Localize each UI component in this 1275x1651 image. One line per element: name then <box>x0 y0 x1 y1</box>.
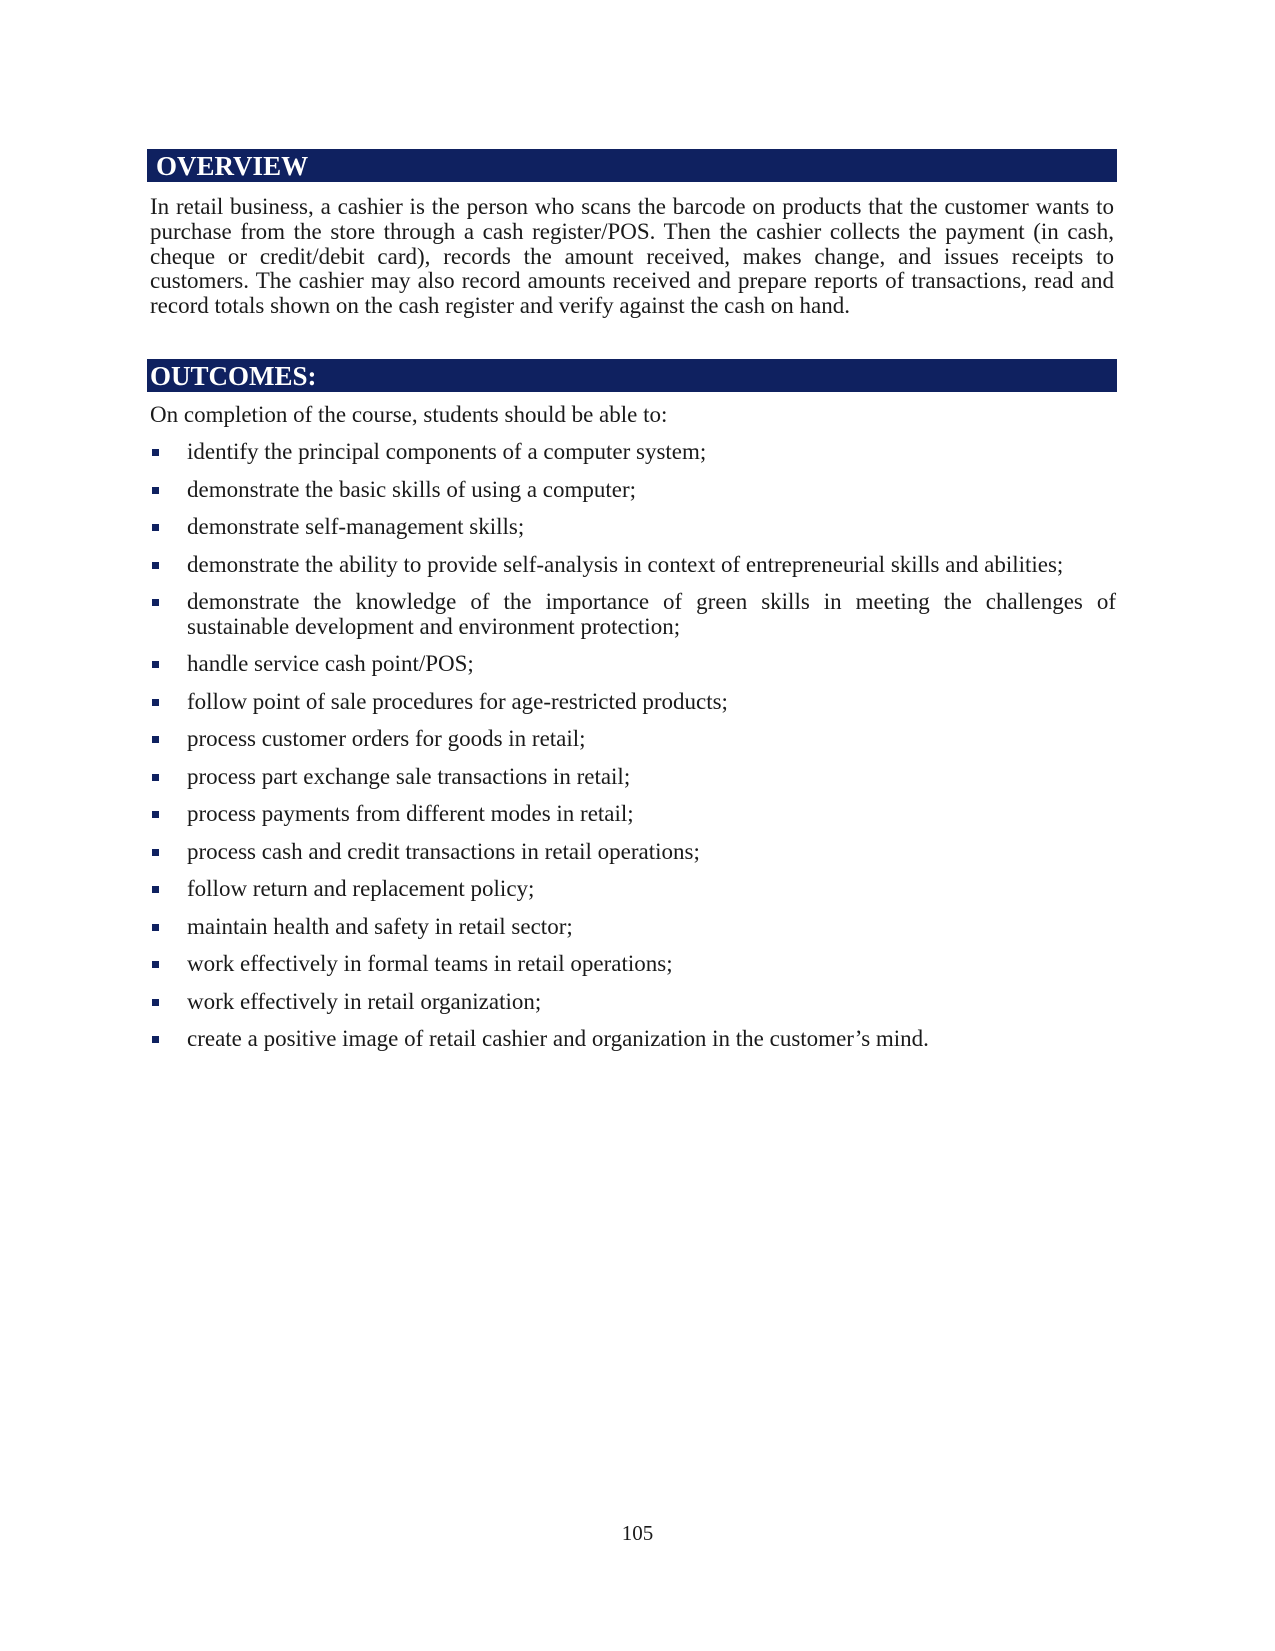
list-item <box>150 990 1116 1015</box>
list-item-text: work effectively in retail organization; <box>187 988 542 1014</box>
square-bullet-icon <box>152 1036 159 1043</box>
outcomes-intro: On completion of the course, students should be able to: <box>150 402 668 427</box>
outcomes-heading: OUTCOMES: <box>147 359 1117 392</box>
square-bullet-icon <box>152 999 159 1006</box>
square-bullet-icon <box>152 699 159 706</box>
list-item <box>150 553 1116 578</box>
list-item-text: create a positive image of retail cashier and organization in the customer’s mind. <box>187 1026 929 1051</box>
list-item <box>150 652 1116 677</box>
list-item-text: work effectively in formal teams in retail operations; <box>187 951 673 976</box>
page-number: 105 <box>621 1521 654 1545</box>
list-item <box>150 727 1116 752</box>
square-bullet-icon <box>152 736 159 743</box>
overview-paragraph: In retail business, a cashier is the person who scans the barcode on products that the customer wants to purchase from the store through a cash register/POS. Then the cashier collects the payment (in cash, cheque or credit/debit card), records the amount received, makes change, and issues receipts to customers. The cashier may also record amounts received and prepare reports of transactions, read and record totals shown on the cash register and verify against the cash on hand. <box>150 194 1114 319</box>
list-item <box>150 440 1116 465</box>
list-item-text: maintain health and safety in retail sector; <box>187 913 573 939</box>
list-item-text: demonstrate the basic skills of using a computer; <box>187 476 637 502</box>
list-item <box>150 478 1116 503</box>
list-item <box>150 877 1116 902</box>
overview-heading: OVERVIEW <box>147 149 1117 182</box>
square-bullet-icon <box>152 961 159 968</box>
square-bullet-icon <box>152 599 159 606</box>
list-item-text: handle service cash point/POS; <box>187 651 474 676</box>
square-bullet-icon <box>152 886 159 893</box>
list-item <box>150 952 1116 977</box>
list-item-text: process payments from different modes in retail; <box>187 801 634 826</box>
list-item <box>150 765 1116 790</box>
square-bullet-icon <box>152 774 159 781</box>
list-item-text: identify the principal components of a computer system; <box>187 439 707 464</box>
outcomes-list <box>150 440 1116 1065</box>
list-item-text: demonstrate the ability to provide self-analysis in context of entrepreneurial skills and abilities; <box>187 551 1064 577</box>
square-bullet-icon <box>152 562 159 569</box>
list-item <box>150 1027 1116 1052</box>
list-item-text: process part exchange sale transactions in retail; <box>187 763 631 789</box>
square-bullet-icon <box>152 811 159 818</box>
square-bullet-icon <box>152 449 159 456</box>
list-item-text: demonstrate self-management skills; <box>187 514 525 539</box>
square-bullet-icon <box>152 849 159 856</box>
square-bullet-icon <box>152 487 159 494</box>
list-item <box>150 690 1116 715</box>
list-item-text: demonstrate the knowledge of the importance of green skills in meeting the challenges of sustainable development and environment protection; <box>187 589 1116 639</box>
list-item-text: follow point of sale procedures for age-restricted products; <box>187 688 728 714</box>
square-bullet-icon <box>152 524 159 531</box>
list-item-text: process customer orders for goods in retail; <box>187 726 586 751</box>
square-bullet-icon <box>152 661 159 668</box>
list-item <box>150 515 1116 540</box>
list-item-text: follow return and replacement policy; <box>187 876 535 901</box>
list-item-text: process cash and credit transactions in retail operations; <box>187 838 700 864</box>
list-item <box>150 840 1116 865</box>
list-item <box>150 915 1116 940</box>
square-bullet-icon <box>152 924 159 931</box>
list-item <box>150 590 1116 639</box>
list-item <box>150 802 1116 827</box>
